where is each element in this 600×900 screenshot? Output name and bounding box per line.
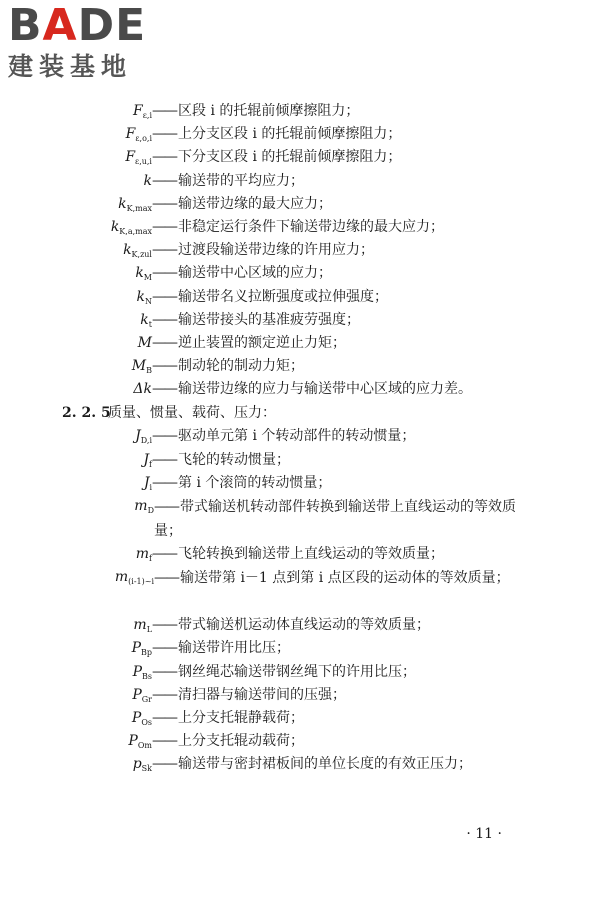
symbol-entry [0,332,600,355]
symbol-entry [0,378,600,401]
symbol-entry [0,566,600,614]
symbol-description: —— 输送带边缘的最大应力； [152,193,332,216]
symbol-entry [0,472,600,495]
symbol-entry [0,449,600,472]
symbol-entry [0,637,600,660]
symbol: $m_{(i-1)\sim i}$ [114,569,154,587]
symbol-entry [0,730,600,753]
page-number: · 11 · [466,826,502,842]
symbol: $m_f$ [135,546,152,563]
symbol-entry [0,170,600,193]
symbol: $P_{Bp}$ [131,640,152,658]
symbol-entry [0,543,600,566]
section-number: 2. 2. 5 [62,405,111,422]
symbol-description: —— 驱动单元第 i 个转动部件的转动惯量； [152,425,415,448]
symbol-description: —— 第 i 个滚筒的转动惯量； [152,472,331,495]
symbol-entry [0,753,600,776]
logo-tagline: 建装基地 [8,52,133,81]
symbol-description: —— 上分支托辊静载荷； [152,707,304,730]
symbol-entry [0,684,600,707]
symbol-description: —— 输送带的平均应力； [152,170,304,193]
symbol: $J_i$ [143,474,152,492]
symbol-entry [0,193,600,216]
symbol: $k_{K,max}$ [118,195,152,213]
symbol: Δk [133,381,152,398]
section-heading [0,401,600,425]
symbol: $k_t$ [140,311,152,329]
symbol-description: —— 清扫器与输送带间的压强； [152,684,346,707]
symbol-description: —— 逆止装置的额定逆止力矩； [152,332,346,355]
symbol-list [0,100,600,777]
symbol-entry [0,495,600,543]
symbol: $P_{Om}$ [128,733,152,751]
symbol-description: —— 区段 i 的托辊前倾摩擦阻力； [152,100,359,123]
symbol-description: —— 带式输送机转动部件转换到输送带上直线运动的等效质量； [154,495,534,543]
symbol: $k_{K,zul}$ [123,242,152,260]
symbol-description: —— 飞轮转换到输送带上直线运动的等效质量； [152,543,444,566]
symbol: $F_{\varepsilon,o,i}$ [125,126,152,144]
symbol-description: —— 输送带第 i－1 点到第 i 点区段的运动体的等效质量； [154,566,534,590]
section-title: 质量、惯量、载荷、压力： [108,405,276,422]
symbol-list-mass-inertia [0,425,600,776]
symbol: $p_{Sk}$ [132,756,152,774]
symbol-entry [0,425,600,448]
symbol: M [137,334,152,351]
symbol-entry [0,286,600,309]
symbol-list-forces-stresses [0,100,600,401]
symbol-description: —— 输送带边缘的应力与输送带中心区域的应力差。 [152,378,472,401]
symbol: $k_{K,a,max}$ [110,218,152,236]
symbol-entry [0,216,600,239]
logo-brand: BADE [8,0,147,51]
symbol: $M_B$ [131,358,152,376]
symbol-description: —— 输送带名义拉断强度或拉伸强度； [152,286,388,309]
bade-logo [8,0,178,82]
symbol-description: —— 输送带许用比压； [152,637,290,660]
symbol-entry [0,661,600,684]
symbol: $k_N$ [136,288,152,306]
symbol-entry [0,355,600,378]
symbol-description: —— 上分支托辊动载荷； [152,730,304,753]
symbol: $P_{Gr}$ [132,686,152,704]
symbol: $P_{Bs}$ [132,663,152,681]
symbol-entry [0,123,600,146]
symbol-entry [0,707,600,730]
symbol-description: —— 输送带与密封裙板间的单位长度的有效正压力； [152,753,472,776]
symbol-description: —— 输送带接头的基准疲劳强度； [152,309,360,332]
symbol-description: —— 过渡段输送带边缘的许用应力； [152,239,374,262]
symbol-description: —— 非稳定运行条件下输送带边缘的最大应力； [152,216,444,239]
symbol: $J_f$ [143,451,152,469]
symbol: $P_{Os}$ [131,709,152,727]
symbol-entry [0,614,600,637]
symbol: k [143,172,152,189]
symbol: $k_M$ [135,265,152,283]
symbol-description: —— 飞轮的转动惯量； [152,449,290,472]
symbol: $J_{D,i}$ [135,428,152,446]
symbol-entry [0,239,600,262]
symbol-entry [0,262,600,285]
symbol-entry [0,100,600,123]
symbol-description: —— 带式输送机运动体直线运动的等效质量； [152,614,430,637]
symbol: $F_{\varepsilon,u,i}$ [125,149,152,167]
symbol-description: —— 下分支区段 i 的托辊前倾摩擦阻力； [152,146,401,169]
symbol: $F_{\varepsilon,i}$ [133,103,152,120]
symbol-description: —— 输送带中心区域的应力； [152,262,332,285]
symbol: $m_D$ [134,498,154,515]
symbol-description: —— 钢丝绳芯输送带钢丝绳下的许用比压； [152,661,416,684]
symbol: $m_L$ [133,617,152,635]
symbol-description: —— 制动轮的制动力矩； [152,355,304,378]
symbol-description: —— 上分支区段 i 的托辊前倾摩擦阻力； [152,123,401,146]
symbol-entry [0,309,600,332]
symbol-entry [0,146,600,169]
